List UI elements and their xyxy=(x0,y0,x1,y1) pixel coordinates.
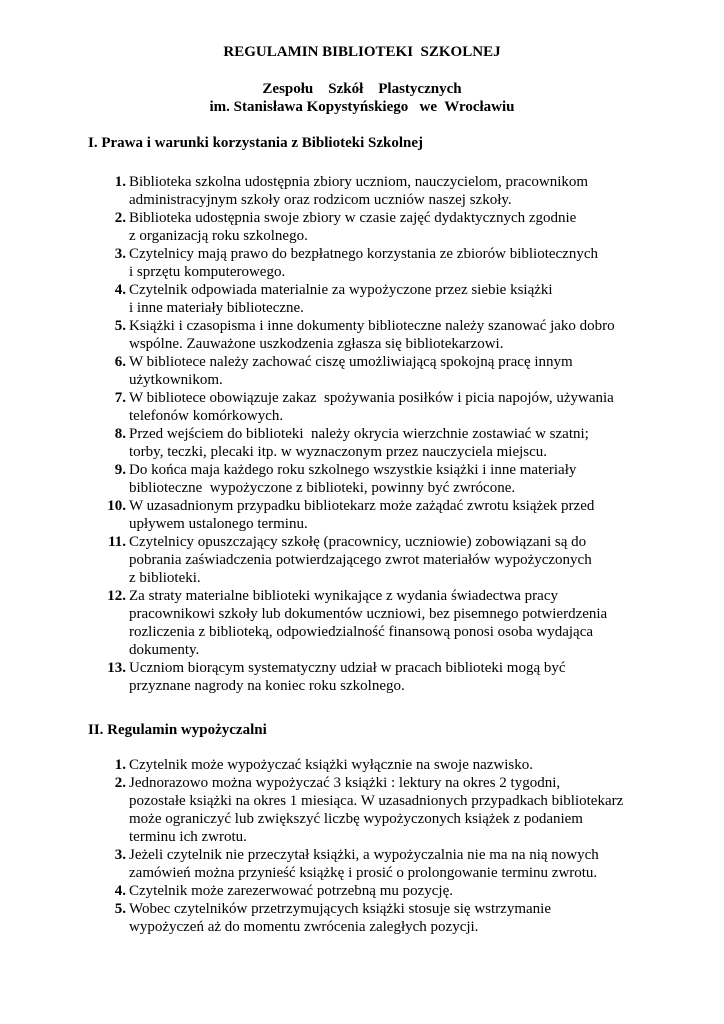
rule-text-line: zamówień można przynieść książkę i prosić o prolongowanie terminu zwrotu. xyxy=(129,865,598,881)
rule-text-line: Biblioteka szkolna udostępnia zbiory uczniom, nauczycielom, pracownikom xyxy=(129,174,589,190)
rule-text-line: użytkownikom. xyxy=(129,372,223,388)
rule-text-line: rozliczenia z biblioteką, odpowiedzialność finansową ponosi osoba wydająca xyxy=(129,624,594,640)
rule-item xyxy=(0,317,724,353)
rule-text-line: W bibliotece obowiązuje zakaz spożywania posiłków i picia napojów, używania xyxy=(129,390,614,406)
rule-number: 8. xyxy=(114,426,126,442)
rule-text-line: pobrania zaświadczenia potwierdzającego zwrot materiałów wypożyczonych xyxy=(129,552,592,568)
rule-text-line: Wobec czytelników przetrzymujących książki stosuje się wstrzymanie xyxy=(129,901,551,917)
rules-list-rights xyxy=(0,173,724,695)
rule-item xyxy=(0,846,724,882)
school-name: Zespołu Szkół Plastycznych xyxy=(262,81,462,97)
rule-item xyxy=(0,425,724,461)
rule-item xyxy=(0,461,724,497)
rule-number: 3. xyxy=(114,847,126,863)
rule-text-line: Do końca maja każdego roku szkolnego wszystkie książki i inne materiały xyxy=(129,462,577,478)
rule-text-line: wypożyczeń aż do momentu zwrócenia zaległych pozycji. xyxy=(129,919,479,935)
rule-text-line: Biblioteka udostępnia swoje zbiory w czasie zajęć dydaktycznych zgodnie xyxy=(129,210,577,226)
rule-text-line: administracyjnym szkoły oraz rodzicom uczniów naszej szkoły. xyxy=(129,192,512,208)
rule-text-line: Za straty materialne biblioteki wynikające z wydania świadectwa pracy xyxy=(129,588,558,604)
rule-number: 3. xyxy=(114,246,126,262)
rule-text-line: torby, teczki, plecaki itp. w wyznaczonym przez nauczyciela miejscu. xyxy=(129,444,548,460)
rule-number: 5. xyxy=(114,901,126,917)
rule-text-line: biblioteczne wypożyczone z biblioteki, powinny być zwrócone. xyxy=(129,480,516,496)
rule-text-line: wspólne. Zauważone uszkodzenia zgłasza się bibliotekarzowi. xyxy=(129,336,504,352)
rule-number: 7. xyxy=(114,390,126,406)
section-heading-lending: II. Regulamin wypożyczalni xyxy=(88,722,267,738)
rule-text-line: z organizacją roku szkolnego. xyxy=(129,228,308,244)
rules-list-lending xyxy=(0,756,724,936)
rule-text-line: dokumenty. xyxy=(129,642,200,658)
rule-item xyxy=(0,756,724,774)
rule-text-line: Czytelnicy mają prawo do bezpłatnego korzystania ze zbiorów bibliotecznych xyxy=(129,246,598,262)
rule-item xyxy=(0,173,724,209)
rule-text-line: i inne materiały biblioteczne. xyxy=(129,300,304,316)
rule-item xyxy=(0,209,724,245)
rule-text-line: może ograniczyć lub zwiększyć liczbę wypożyczonych książek z podaniem xyxy=(129,811,583,827)
section-heading-rights: I. Prawa i warunki korzystania z Biblioteki Szkolnej xyxy=(88,135,424,151)
rule-number: 2. xyxy=(114,775,126,791)
rule-number: 13. xyxy=(107,660,126,676)
rule-number: 12. xyxy=(107,588,126,604)
rule-text-line: terminu ich zwrotu. xyxy=(129,829,247,845)
rule-number: 9. xyxy=(114,462,126,478)
rule-text-line: upływem ustalonego terminu. xyxy=(129,516,308,532)
rule-number: 11. xyxy=(108,534,126,550)
rule-number: 6. xyxy=(114,354,126,370)
rule-number: 10. xyxy=(107,498,126,514)
rule-number: 1. xyxy=(114,174,126,190)
document-title: REGULAMIN BIBLIOTEKI SZKOLNEJ xyxy=(223,44,501,60)
rule-item xyxy=(0,659,724,695)
rule-number: 4. xyxy=(114,282,126,298)
rule-text-line: Uczniom biorącym systematyczny udział w pracach biblioteki mogą być xyxy=(129,660,566,676)
rule-item xyxy=(0,389,724,425)
rule-item xyxy=(0,533,724,587)
rule-text-line: z biblioteki. xyxy=(129,570,201,586)
rule-item xyxy=(0,281,724,317)
rule-text-line: Jednorazowo można wypożyczać 3 książki : lektury na okres 2 tygodni, xyxy=(129,775,561,791)
rule-text-line: przyznane nagrody na koniec roku szkolnego. xyxy=(129,678,405,694)
rule-text-line: pracownikowi szkoły lub dokumentów uczniowi, bez pisemnego potwierdzenia xyxy=(129,606,608,622)
rule-text-line: Przed wejściem do biblioteki należy okrycia wierzchnie zostawiać w szatni; xyxy=(129,426,589,442)
school-patron-location: im. Stanisława Kopystyńskiego we Wrocławiu xyxy=(209,99,515,115)
rule-text-line: W bibliotece należy zachować ciszę umożliwiającą spokojną pracę innym xyxy=(129,354,573,370)
rule-text-line: Czytelnik odpowiada materialnie za wypożyczone przez siebie książki xyxy=(129,282,553,298)
rule-text-line: W uzasadnionym przypadku bibliotekarz może zażądać zwrotu książek przed xyxy=(129,498,595,514)
rule-item xyxy=(0,353,724,389)
rule-text-line: Jeżeli czytelnik nie przeczytał książki, a wypożyczalnia nie ma na nią nowych xyxy=(129,847,599,863)
rule-item xyxy=(0,245,724,281)
rule-item xyxy=(0,882,724,900)
rule-item xyxy=(0,774,724,846)
rule-number: 4. xyxy=(114,883,126,899)
rule-number: 2. xyxy=(114,210,126,226)
rule-item xyxy=(0,900,724,936)
rule-text-line: pozostałe książki na okres 1 miesiąca. W uzasadnionych przypadkach bibliotekarz xyxy=(129,793,624,809)
rule-number: 1. xyxy=(114,757,126,773)
rule-text-line: Czytelnicy opuszczający szkołę (pracownicy, uczniowie) zobowiązani są do xyxy=(129,534,587,550)
rule-text-line: Czytelnik może wypożyczać książki wyłącznie na swoje nazwisko. xyxy=(129,757,534,773)
rule-number: 5. xyxy=(114,318,126,334)
rule-text-line: Czytelnik może zarezerwować potrzebną mu pozycję. xyxy=(129,883,454,899)
rule-text-line: Książki i czasopisma i inne dokumenty biblioteczne należy szanować jako dobro xyxy=(129,318,615,334)
rule-item xyxy=(0,587,724,659)
rule-item xyxy=(0,497,724,533)
rule-text-line: telefonów komórkowych. xyxy=(129,408,284,424)
rule-text-line: i sprzętu komputerowego. xyxy=(129,264,286,280)
